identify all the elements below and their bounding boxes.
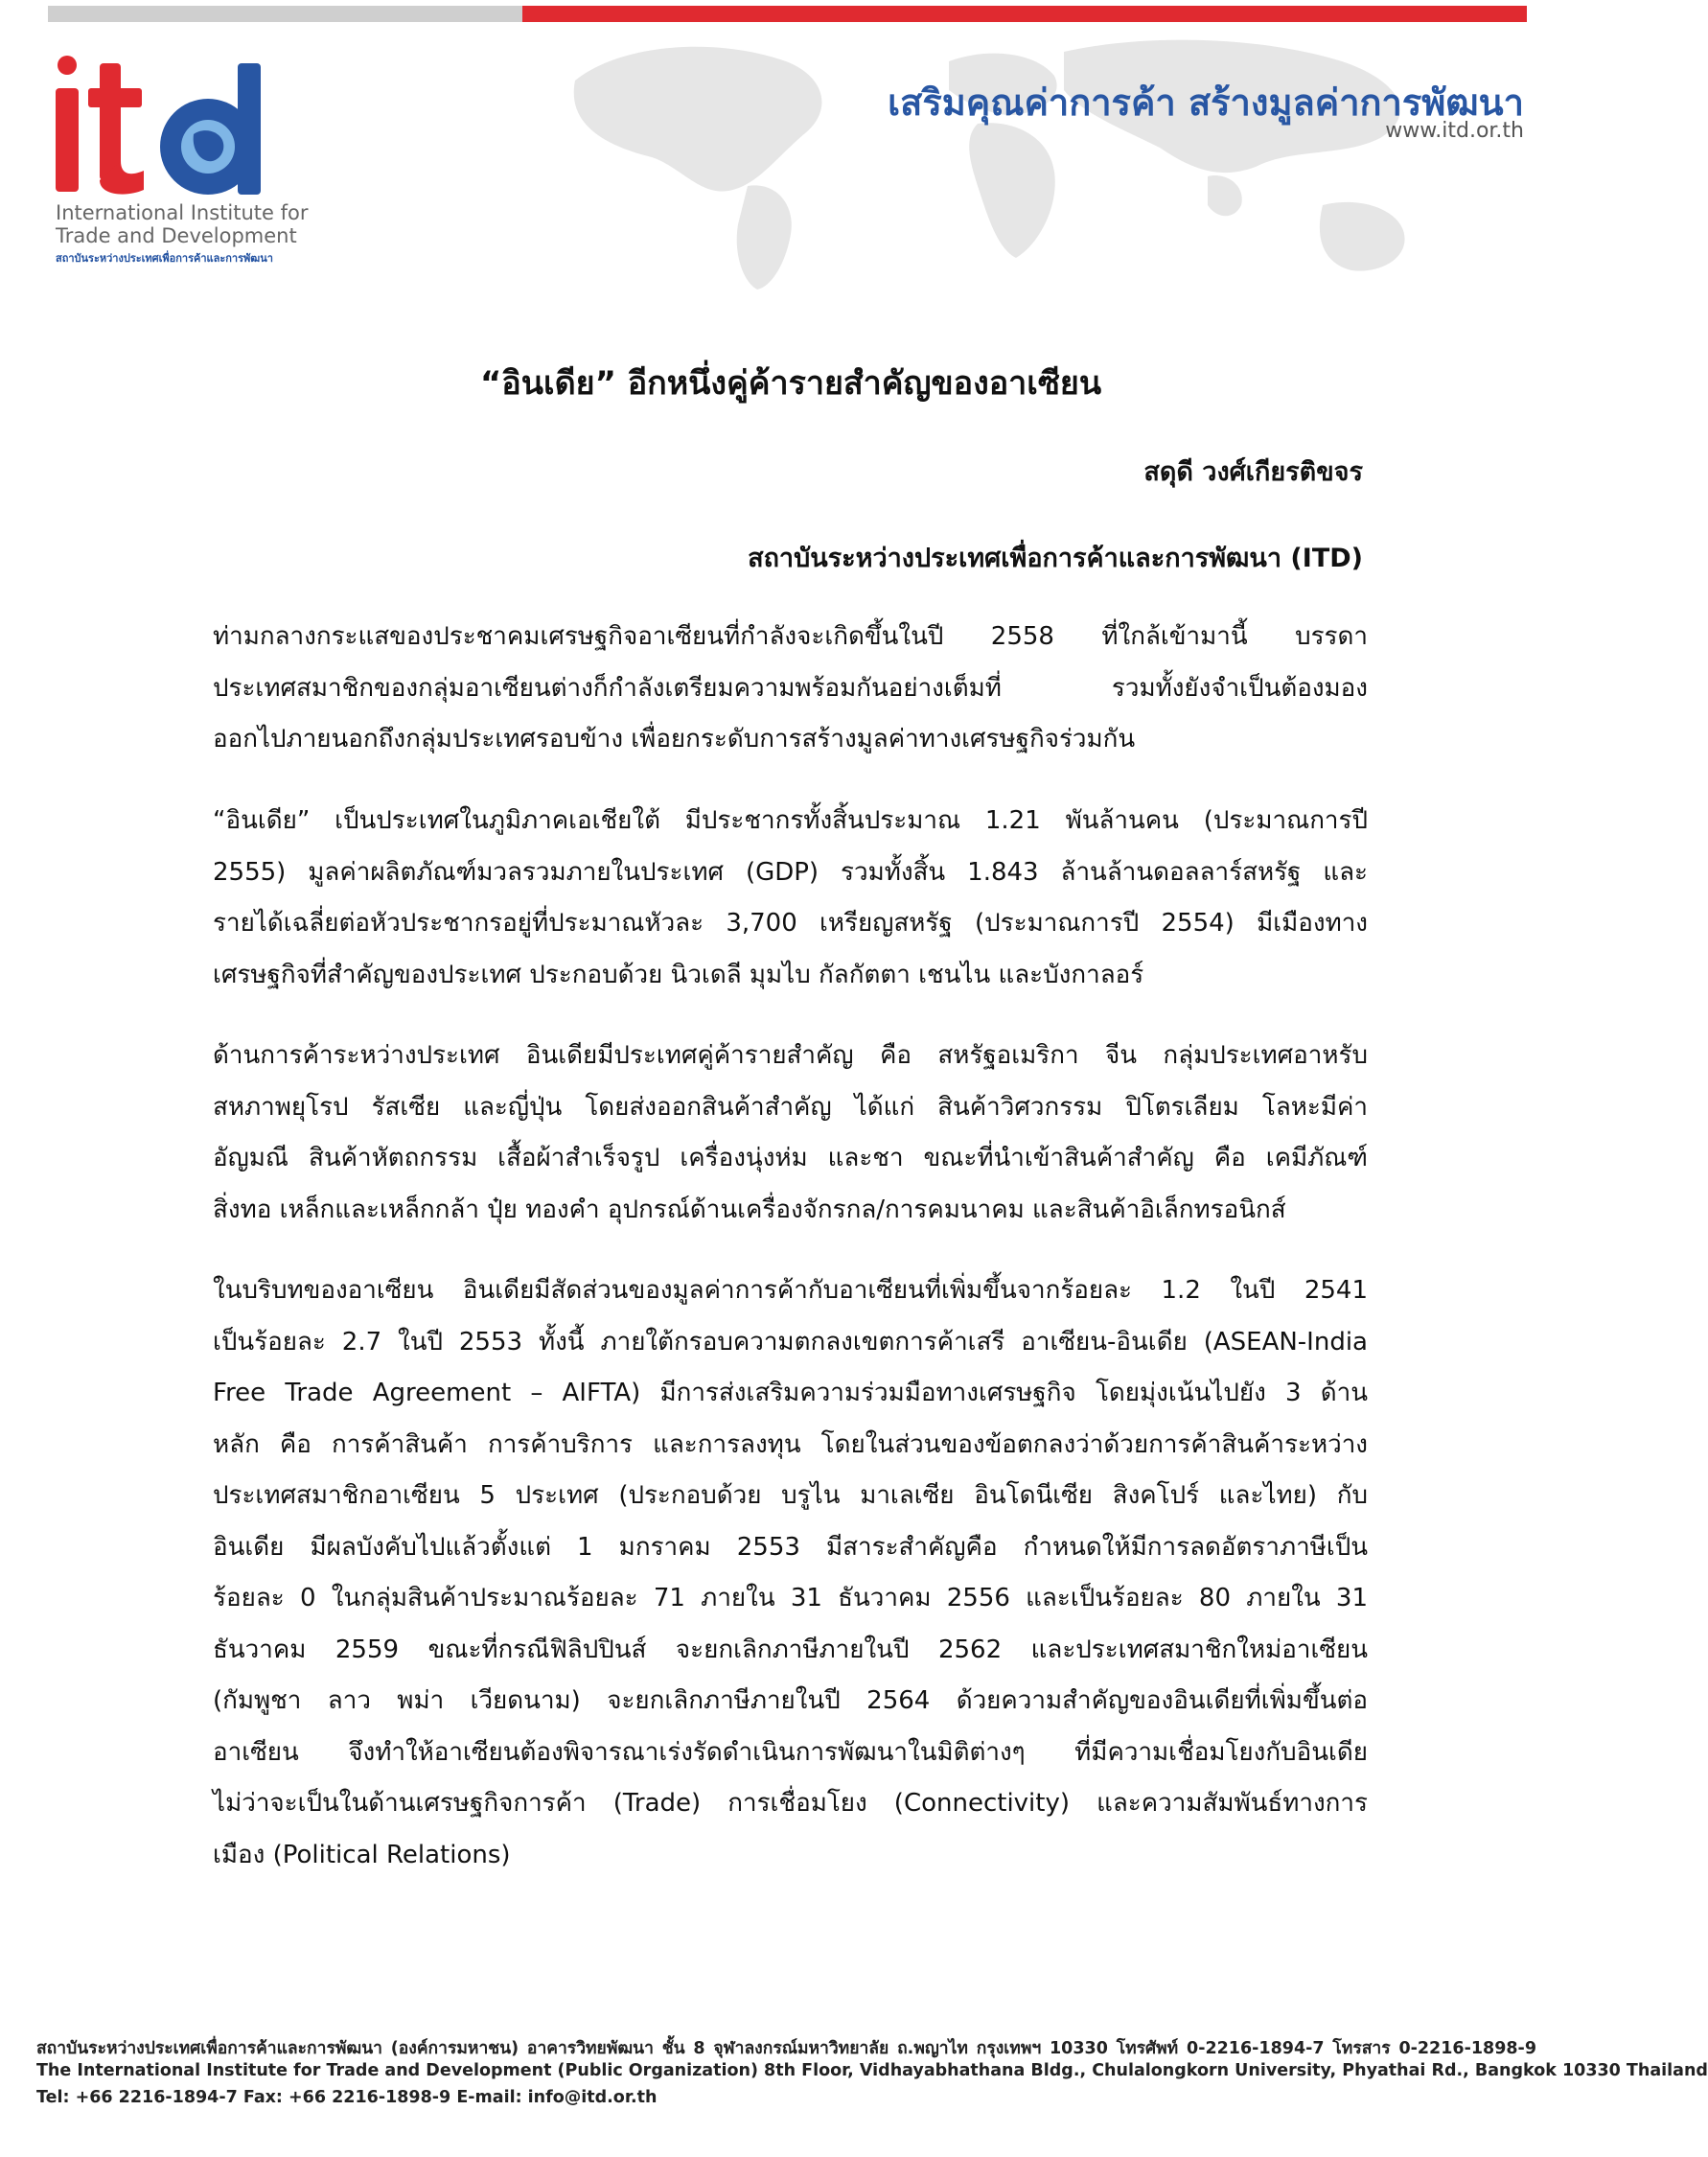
footer-address-en: The International Institute for Trade and Development (Public Organization) 8th Floor, Vidhayabhathana Bldg., Chulalongkorn University, Phyathai Rd., Bangkok 10330 Thailand bbox=[36, 2061, 1708, 2080]
text-line: อินเดีย มีผลบังคับไปแล้วตั้งแต่ 1 มกราคม 2553 มีสาระสำคัญคือ กำหนดให้มีการลดอัตราภาษีเป็น bbox=[213, 1532, 1368, 1562]
paragraph-1 bbox=[213, 612, 1368, 766]
text-line: สิ่งทอ เหล็กและเหล็กกล้า ปุ๋ย ทองคำ อุปกรณ์ด้านเครื่องจักรกล/การคมนาคม และสินค้าอิเล็กทรอนิกส์ bbox=[213, 1194, 1286, 1224]
text-line: Free Trade Agreement – AIFTA) มีการส่งเสริมความร่วมมือทางเศรษฐกิจ โดยมุ่งเน้นไปยัง 3 ด้าน bbox=[213, 1379, 1368, 1407]
header-website: www.itd.or.th bbox=[1385, 119, 1524, 143]
text-line: ออกไปภายนอกถึงกลุ่มประเทศรอบข้าง เพื่อยกระดับการสร้างมูลค่าทางเศรษฐกิจร่วมกัน bbox=[213, 725, 1136, 754]
logo-caption-th: สถาบันระหว่างประเทศเพื่อการค้าและการพัฒนา bbox=[56, 252, 273, 265]
text-line: เศรษฐกิจที่สำคัญของประเทศ ประกอบด้วย นิวเดลี มุมไบ กัลกัตตา เชนไน และบังกาลอร์ bbox=[213, 960, 1144, 989]
text-line: เป็นร้อยละ 2.7 ในปี 2553 ทั้งนี้ ภายใต้กรอบความตกลงเขตการค้าเสรี อาเซียน-อินเดีย (ASEAN-India bbox=[213, 1327, 1368, 1357]
logo-caption-en-1: International Institute for bbox=[56, 201, 309, 224]
document-author: สดุดี วงศ์เกียรติขจร bbox=[1143, 457, 1363, 487]
text-line: ท่ามกลางกระแสของประชาคมเศรษฐกิจอาเซียนที่กำลังจะเกิดขึ้นในปี 2558 ที่ใกล้เข้ามานี้ บรรดา bbox=[213, 622, 1368, 651]
text-line: สหภาพยุโรป รัสเซีย และญี่ปุ่น โดยส่งออกสินค้าสำคัญ ได้แก่ สินค้าวิศวกรรม ปิโตรเลียม โลหะมีค่า bbox=[213, 1092, 1368, 1122]
text-line: “อินเดีย” เป็นประเทศในภูมิภาคเอเชียใต้ มีประชากรทั้งสิ้นประมาณ 1.21 พันล้านคน (ประมาณการปี bbox=[213, 806, 1368, 835]
text-line: ประเทศสมาชิกอาเซียน 5 ประเทศ (ประกอบด้วย บรูไน มาเลเซีย อินโดนีเซีย สิงคโปร์ และไทย) กับ bbox=[213, 1481, 1368, 1510]
footer-contact: Tel: +66 2216-1894-7 Fax: +66 2216-1898-9 E-mail: info@itd.or.th bbox=[36, 2088, 658, 2107]
paragraph-3 bbox=[213, 1031, 1368, 1236]
text-line: รายได้เฉลี่ยต่อหัวประชากรอยู่ที่ประมาณหัวละ 3,700 เหรียญสหรัฐ (ประมาณการปี 2554) มีเมืองทาง bbox=[213, 909, 1368, 938]
text-line: ธันวาคม 2559 ขณะที่กรณีฟิลิปปินส์ จะยกเลิกภาษีภายในปี 2562 และประเทศสมาชิกใหม่อาเซียน bbox=[213, 1635, 1368, 1664]
footer-address-th: สถาบันระหว่างประเทศเพื่อการค้าและการพัฒนา (องค์การมหาชน) อาคารวิทยพัฒนา ชั้น 8 จุฬาลงกรณ์มหาวิทยาลัย ถ.พญาไท กรุงเทพฯ 10330 โทรศัพท์ 0-2216-1894-7 โทรสาร 0-2216-1898-9 bbox=[36, 2039, 1536, 2058]
text-line: ประเทศสมาชิกของกลุ่มอาเซียนต่างก็กำลังเตรียมความพร้อมกันอย่างเต็มที่ รวมทั้งยังจำเป็นต้องมอง bbox=[213, 673, 1368, 703]
document-organization: สถาบันระหว่างประเทศเพื่อการค้าและการพัฒนา (ITD) bbox=[748, 544, 1363, 573]
text-line: 2555) มูลค่าผลิตภัณฑ์มวลรวมภายในประเทศ (GDP) รวมทั้งสิ้น 1.843 ล้านล้านดอลลาร์สหรัฐ และ bbox=[213, 857, 1368, 887]
logo-caption-en-2: Trade and Development bbox=[56, 224, 297, 247]
text-line: ร้อยละ 0 ในกลุ่มสินค้าประมาณร้อยละ 71 ภายใน 31 ธันวาคม 2556 และเป็นร้อยละ 80 ภายใน 31 bbox=[213, 1584, 1368, 1612]
text-line: ไม่ว่าจะเป็นในด้านเศรษฐกิจการค้า (Trade) การเชื่อมโยง (Connectivity) และความสัมพันธ์ทางการ bbox=[213, 1789, 1368, 1818]
paragraph-4 bbox=[213, 1265, 1368, 1881]
text-line: อัญมณี สินค้าหัตถกรรม เสื้อผ้าสำเร็จรูป เครื่องนุ่งห่ม และชา ขณะที่นำเข้าสินค้าสำคัญ คือ เคมีภัณฑ์ bbox=[213, 1144, 1368, 1172]
itd-logo bbox=[50, 56, 299, 199]
paragraph-2 bbox=[213, 796, 1368, 1001]
text-line: หลัก คือ การค้าสินค้า การค้าบริการ และการลงทุน โดยในส่วนของข้อตกลงว่าด้วยการค้าสินค้าระหว่าง bbox=[213, 1429, 1368, 1459]
text-line: อาเซียน จึงทำให้อาเซียนต้องพิจารณาเร่งรัดดำเนินการพัฒนาในมิติต่างๆ ที่มีความเชื่อมโยงกับอินเดีย bbox=[213, 1737, 1368, 1767]
world-map-watermark bbox=[537, 23, 1543, 291]
document-title: “อินเดีย” อีกหนึ่งคู่ค้ารายสำคัญของอาเซียน bbox=[479, 364, 1102, 403]
header-slogan: เสริมคุณค่าการค้า สร้างมูลค่าการพัฒนา bbox=[888, 81, 1524, 124]
text-line: ในบริบทของอาเซียน อินเดียมีสัดส่วนของมูลค่าการค้ากับอาเซียนที่เพิ่มขึ้นจากร้อยละ 1.2 ในปี 2541 bbox=[213, 1276, 1368, 1305]
header-bar-red bbox=[522, 6, 1527, 22]
text-line: (กัมพูชา ลาว พม่า เวียดนาม) จะยกเลิกภาษีภายในปี 2564 ด้วยความสำคัญของอินเดียที่เพิ่มขึ้นต่อ bbox=[213, 1686, 1368, 1715]
header-bar-gray bbox=[48, 6, 522, 22]
text-line: เมือง (Political Relations) bbox=[213, 1840, 511, 1869]
text-line: ด้านการค้าระหว่างประเทศ อินเดียมีประเทศคู่ค้ารายสำคัญ คือ สหรัฐอเมริกา จีน กลุ่มประเทศอาหรับ bbox=[213, 1041, 1368, 1070]
